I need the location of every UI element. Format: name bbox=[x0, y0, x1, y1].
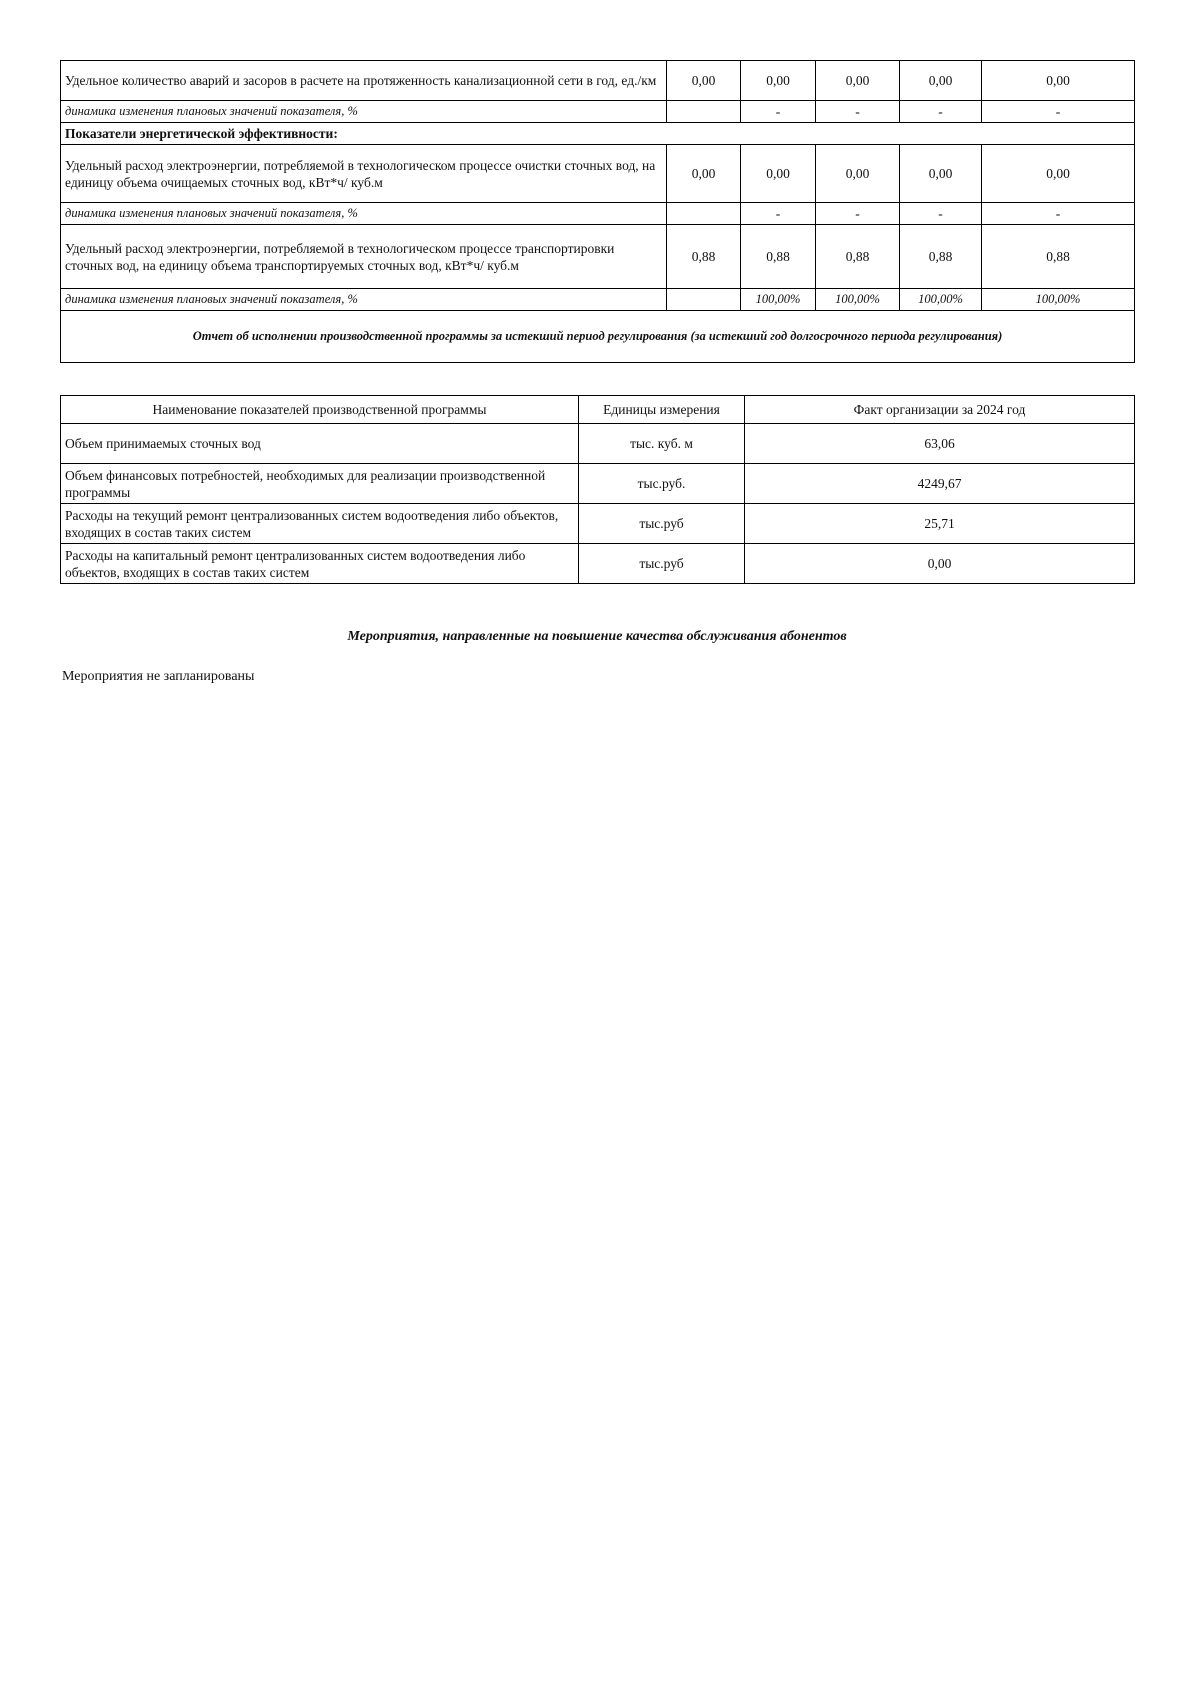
value-cell: 0,88 bbox=[741, 225, 816, 289]
row-label: Удельное количество аварий и засоров в расчете на протяженность канализационной сети в год, ед./км bbox=[61, 61, 667, 101]
indicator-fact: 25,71 bbox=[745, 504, 1135, 544]
indicator-name: Объем принимаемых сточных вод bbox=[61, 424, 579, 464]
value-cell: 0,88 bbox=[900, 225, 982, 289]
value-cell bbox=[667, 101, 741, 123]
value-cell: 0,00 bbox=[741, 61, 816, 101]
report-header-row bbox=[61, 396, 1135, 424]
column-header-units: Единицы измерения bbox=[579, 396, 745, 424]
energy-transport-row bbox=[61, 225, 1135, 289]
value-cell: 0,00 bbox=[816, 61, 900, 101]
table-row bbox=[61, 424, 1135, 464]
measures-title: Мероприятия, направленные на повышение качества обслуживания абонентов bbox=[347, 629, 847, 644]
value-cell: - bbox=[900, 203, 982, 225]
value-cell: 0,88 bbox=[667, 225, 741, 289]
value-cell: - bbox=[816, 203, 900, 225]
value-cell: - bbox=[900, 101, 982, 123]
row-label: динамика изменения плановых значений показателя, % bbox=[61, 289, 667, 311]
table-row bbox=[61, 464, 1135, 504]
column-header-fact: Факт организации за 2024 год bbox=[745, 396, 1135, 424]
value-cell bbox=[667, 203, 741, 225]
value-cell: 100,00% bbox=[900, 289, 982, 311]
value-cell: 0,00 bbox=[816, 145, 900, 203]
row-label: динамика изменения плановых значений показателя, % bbox=[61, 203, 667, 225]
value-cell: - bbox=[982, 101, 1135, 123]
indicator-fact: 63,06 bbox=[745, 424, 1135, 464]
value-cell bbox=[667, 289, 741, 311]
value-cell: 0,00 bbox=[900, 145, 982, 203]
value-cell: 100,00% bbox=[982, 289, 1135, 311]
row-label: динамика изменения плановых значений показателя, % bbox=[61, 101, 667, 123]
value-cell: - bbox=[741, 203, 816, 225]
table-row bbox=[61, 544, 1135, 584]
measures-note: Мероприятия не запланированы bbox=[62, 669, 255, 684]
value-cell: 0,88 bbox=[982, 225, 1135, 289]
accidents-row bbox=[61, 61, 1135, 101]
indicator-name: Расходы на капитальный ремонт централизованных систем водоотведения либо объектов, входящих в состав таких систем bbox=[61, 544, 579, 584]
indicator-fact: 4249,67 bbox=[745, 464, 1135, 504]
value-cell: - bbox=[982, 203, 1135, 225]
report-table bbox=[60, 395, 1135, 584]
dynamics-row bbox=[61, 101, 1135, 123]
report-title-row bbox=[61, 311, 1135, 363]
value-cell: 0,00 bbox=[982, 61, 1135, 101]
table-row bbox=[61, 504, 1135, 544]
indicator-units: тыс. куб. м bbox=[579, 424, 745, 464]
row-label: Удельный расход электроэнергии, потребляемой в технологическом процессе транспортировки сточных вод, на единицу объема транспортируемых сточных вод, кВт*ч/ куб.м bbox=[61, 225, 667, 289]
value-cell: 0,88 bbox=[816, 225, 900, 289]
value-cell: 0,00 bbox=[667, 145, 741, 203]
value-cell: - bbox=[816, 101, 900, 123]
row-label: Удельный расход электроэнергии, потребляемой в технологическом процессе очистки сточных вод, на единицу объема очищаемых сточных вод, кВт*ч/ куб.м bbox=[61, 145, 667, 203]
report-title: Отчет об исполнении производственной программы за истекший период регулирования (за истекший год долгосрочного периода регулирования) bbox=[61, 311, 1135, 363]
indicators-table bbox=[60, 60, 1135, 363]
indicator-units: тыс.руб bbox=[579, 544, 745, 584]
value-cell: 0,00 bbox=[900, 61, 982, 101]
indicator-fact: 0,00 bbox=[745, 544, 1135, 584]
dynamics-row bbox=[61, 203, 1135, 225]
energy-treatment-row bbox=[61, 145, 1135, 203]
value-cell: 0,00 bbox=[982, 145, 1135, 203]
value-cell: 100,00% bbox=[741, 289, 816, 311]
dynamics-row bbox=[61, 289, 1135, 311]
section-heading: Показатели энергетической эффективности: bbox=[61, 123, 1135, 145]
value-cell: 0,00 bbox=[741, 145, 816, 203]
value-cell: 100,00% bbox=[816, 289, 900, 311]
value-cell: 0,00 bbox=[667, 61, 741, 101]
section-row bbox=[61, 123, 1135, 145]
indicator-name: Расходы на текущий ремонт централизованных систем водоотведения либо объектов, входящих в состав таких систем bbox=[61, 504, 579, 544]
indicator-units: тыс.руб bbox=[579, 504, 745, 544]
indicator-units: тыс.руб. bbox=[579, 464, 745, 504]
column-header-name: Наименование показателей производственной программы bbox=[61, 396, 579, 424]
indicator-name: Объем финансовых потребностей, необходимых для реализации производственной программы bbox=[61, 464, 579, 504]
value-cell: - bbox=[741, 101, 816, 123]
